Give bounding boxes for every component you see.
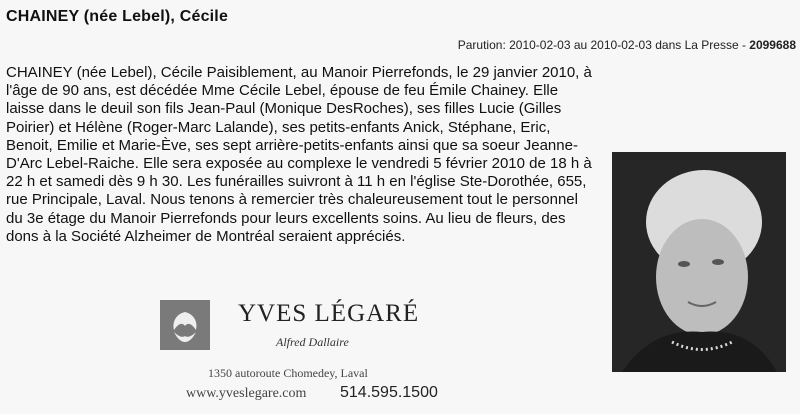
portrait-photo <box>612 152 786 372</box>
obituary-text: CHAINEY (née Lebel), Cécile Paisiblement, au Manoir Pierrefonds, le 29 janvier 2010, à l'âge de 90 ans, est décédée Mme Cécile Lebel, épouse de feu Émile Chainey. Elle laisse dans le deuil son fils Jean-Paul (Monique DesRoches), ses filles Lucie (Gilles Poirier) et Hélène (Roger-Marc Lalande), ses petits-enfants Anick, Stéphane, Eric, Benoit, Emilie et Marie-Ève, ses sept arrière-petits-enfants ainsi que sa soeur Jeanne-D'Arc Lebel-Raiche. Elle sera exposée au complexe le vendredi 5 février 2010 de 18 h à 22 h et samedi dès 9 h 30. Les funérailles suivront à 11 h en l'église Ste-Dorothée, 655, rue Principale, Laval. Nous tenons à remercier très chaleureusement tout le personnel du 3e étage du Manoir Pierrefonds pour leurs excellents soins. Au lieu de fleurs, des dons à la Société Alzheimer de Montréal seraient appréciés. <box>6 64 592 245</box>
funeral-home-phone: 514.595.1500 <box>340 384 438 401</box>
funeral-home-subname: Alfred Dallaire <box>276 335 349 349</box>
parution-id: 2099688 <box>749 38 796 52</box>
parution-label: Parution: 2010-02-03 au 2010-02-03 dans La Presse - <box>457 38 750 52</box>
parution-line <box>458 38 796 52</box>
funeral-home-website[interactable]: www.yveslegare.com <box>186 386 307 401</box>
funeral-home-name: YVES LÉGARÉ <box>238 300 420 327</box>
funeral-home-address: 1350 autoroute Chomedey, Laval <box>208 366 368 380</box>
page-title: CHAINEY (née Lebel), Cécile <box>6 8 229 25</box>
funeral-home-logo <box>160 300 210 350</box>
